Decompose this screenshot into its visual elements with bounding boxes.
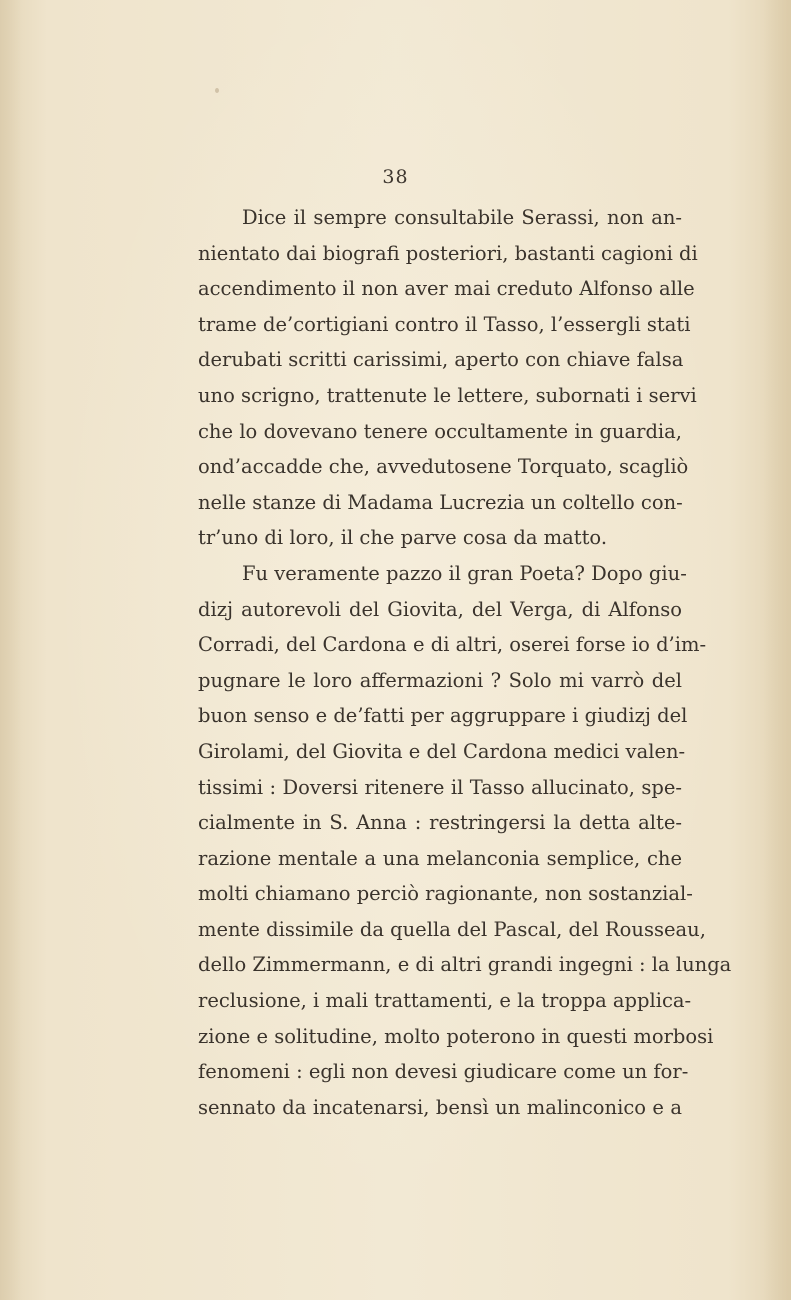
text-line: zione e solitudine, molto poterono in questi morbosi bbox=[198, 1024, 714, 1048]
text-line: ond’accadde che, avvedutosene Torquato, scagliò bbox=[198, 455, 689, 479]
paper-speck bbox=[215, 88, 219, 93]
text-line: accendimento il non aver mai creduto Alfonso alle bbox=[198, 277, 695, 301]
paragraph-2 bbox=[198, 556, 732, 1126]
page-number: 38 bbox=[382, 166, 409, 188]
text-line: sennato da incatenarsi, bensì un malinconico e a bbox=[198, 1095, 682, 1119]
text-line: Fu veramente pazzo il gran Poeta? Dopo giu- bbox=[242, 561, 687, 585]
text-line: mente dissimile da quella del Pascal, del Rousseau, bbox=[198, 917, 706, 941]
text-line: tissimi : Doversi ritenere il Tasso allucinato, spe- bbox=[198, 775, 682, 799]
text-line: Corradi, del Cardona e di altri, oserei forse io d’im- bbox=[198, 633, 707, 657]
text-line: fenomeni : egli non devesi giudicare come un for- bbox=[198, 1060, 689, 1084]
text-line: buon senso e de’fatti per aggruppare i giudizj del bbox=[198, 704, 688, 728]
text-line: che lo dovevano tenere occultamente in guardia, bbox=[198, 419, 682, 443]
text-line: nelle stanze di Madama Lucrezia un coltello con- bbox=[198, 490, 683, 514]
text-line: Dice il sempre consultabile Serassi, non an- bbox=[242, 206, 682, 229]
text-line: pugnare le loro affermazioni ? Solo mi varrò del bbox=[198, 668, 682, 692]
page-edge-shadow-left bbox=[0, 0, 22, 1300]
text-line: tr’uno di loro, il che parve cosa da matto. bbox=[198, 526, 608, 550]
text-line: cialmente in S. Anna : restringersi la detta alte- bbox=[198, 811, 682, 835]
text-line: reclusione, i mali trattamenti, e la troppa applica- bbox=[198, 989, 692, 1013]
text-line: dizj autorevoli del Giovita, del Verga, di Alfonso bbox=[198, 597, 682, 621]
body-text bbox=[198, 200, 732, 1125]
text-line: uno scrigno, trattenute le lettere, subornati i servi bbox=[198, 383, 697, 407]
text-line: trame de’cortigiani contro il Tasso, l’essergli stati bbox=[198, 312, 691, 336]
text-line: nientato dai biografi posteriori, bastanti cagioni di bbox=[198, 241, 698, 265]
page-edge-shadow-right bbox=[763, 0, 791, 1300]
text-line: razione mentale a una melanconia semplice, che bbox=[198, 846, 682, 870]
paragraph-1 bbox=[198, 200, 698, 556]
text-line: dello Zimmermann, e di altri grandi ingegni : la lunga bbox=[198, 953, 732, 977]
text-line: Girolami, del Giovita e del Cardona medici valen- bbox=[198, 739, 686, 763]
text-line: molti chiamano perciò ragionante, non sostanzial- bbox=[198, 882, 693, 906]
text-line: derubati scritti carissimi, aperto con chiave falsa bbox=[198, 348, 684, 372]
